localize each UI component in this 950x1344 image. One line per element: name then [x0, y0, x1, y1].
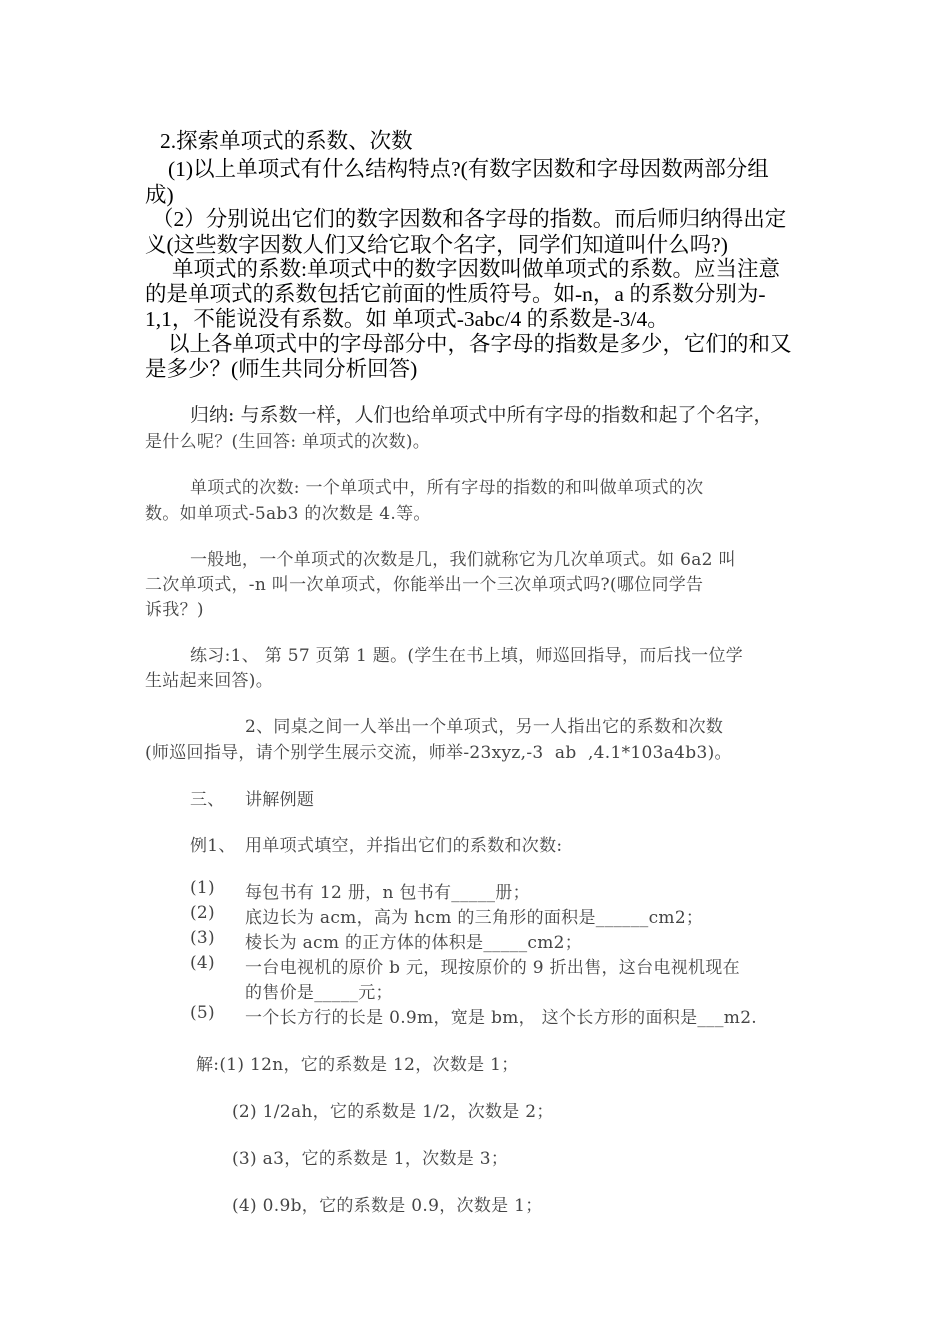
- item-text: 棱长为 acm 的正方体的体积是_____cm2；: [245, 933, 583, 953]
- example-text: 用单项式填空，并指出它们的系数和次数:: [245, 836, 563, 856]
- paragraph-line: 是多少？(师生共同分析回答): [145, 357, 418, 381]
- paragraph-line: 归纳: 与系数一样，人们也给单项式中所有字母的指数和起了个名字，: [190, 404, 773, 426]
- paragraph-line: (1)以上单项式有什么结构特点?(有数字因数和字母因数两部分组: [168, 157, 769, 181]
- item-text: 每包书有 12 册，n 包书有_____册；: [245, 883, 530, 903]
- paragraph-line: 诉我？): [145, 600, 204, 620]
- solution-line: 解:(1) 12n，它的系数是 12，次数是 1；: [196, 1055, 519, 1075]
- paragraph-line: 生站起来回答)。: [145, 671, 274, 691]
- solution-line: (4) 0.9b，它的系数是 0.9，次数是 1；: [232, 1196, 543, 1216]
- section-number: 三、: [190, 790, 225, 810]
- solution-line: (2) 1/2ah，它的系数是 1/2，次数是 2；: [232, 1102, 554, 1122]
- item-number: (3): [190, 928, 215, 948]
- example-label: 例1、: [190, 836, 236, 856]
- paragraph-line: 一般地，一个单项式的次数是几，我们就称它为几次单项式。如 6a2 叫: [190, 550, 736, 570]
- paragraph-line: 成): [145, 183, 174, 207]
- item-text: 的售价是_____元；: [245, 983, 393, 1003]
- paragraph-line: 二次单项式，-n 叫一次单项式，你能举出一个三次单项式吗?(哪位同学告: [145, 575, 704, 595]
- paragraph-line: 义(这些数字因数人们又给它取个名字，同学们知道叫什么吗?): [145, 233, 728, 257]
- item-text: 一个长方行的长是 0.9m，宽是 bm， 这个长方形的面积是___m2.: [245, 1008, 758, 1028]
- item-number: (1): [190, 878, 215, 898]
- paragraph-line: 1,1，不能说没有系数。如 单项式-3abc/4 的系数是-3/4。: [145, 307, 669, 331]
- section-heading: 讲解例题: [245, 790, 315, 810]
- item-text: 一台电视机的原价 b 元，现按原价的 9 折出售，这台电视机现在: [245, 958, 740, 978]
- paragraph-line: 单项式的次数: 一个单项式中，所有字母的指数的和叫做单项式的次: [190, 478, 704, 498]
- paragraph-line: 数。如单项式-5ab3 的次数是 4.等。: [145, 504, 431, 524]
- paragraph-line: 的是单项式的系数包括它前面的性质符号。如-n，a 的系数分别为-: [145, 282, 766, 306]
- item-number: (5): [190, 1003, 215, 1023]
- item-number: (2): [190, 903, 215, 923]
- paragraph-line: 练习:1、 第 57 页第 1 题。(学生在书上填，师巡回指导，而后找一位学: [190, 646, 744, 666]
- paragraph-line: 2、同桌之间一人举出一个单项式，另一人指出它的系数和次数: [245, 717, 724, 737]
- paragraph-line: (师巡回指导，请个别学生展示交流，师举-23xyz,-3 ab ,4.1*103a4b3)。: [145, 743, 732, 763]
- paragraph-line: （2）分别说出它们的数字因数和各字母的指数。而后师归纳得出定: [152, 207, 787, 231]
- section-heading: 2.探索单项式的系数、次数: [160, 129, 413, 153]
- paragraph-line: 以上各单项式中的字母部分中，各字母的指数是多少，它们的和又: [168, 332, 792, 356]
- item-number: (4): [190, 953, 215, 973]
- paragraph-line: 单项式的系数:单项式中的数字因数叫做单项式的系数。应当注意: [172, 257, 780, 281]
- paragraph-line: 是什么呢？(生回答: 单项式的次数)。: [145, 432, 431, 452]
- item-text: 底边长为 acm，高为 hcm 的三角形的面积是______cm2；: [245, 908, 704, 928]
- solution-line: (3) a3，它的系数是 1，次数是 3；: [232, 1149, 509, 1169]
